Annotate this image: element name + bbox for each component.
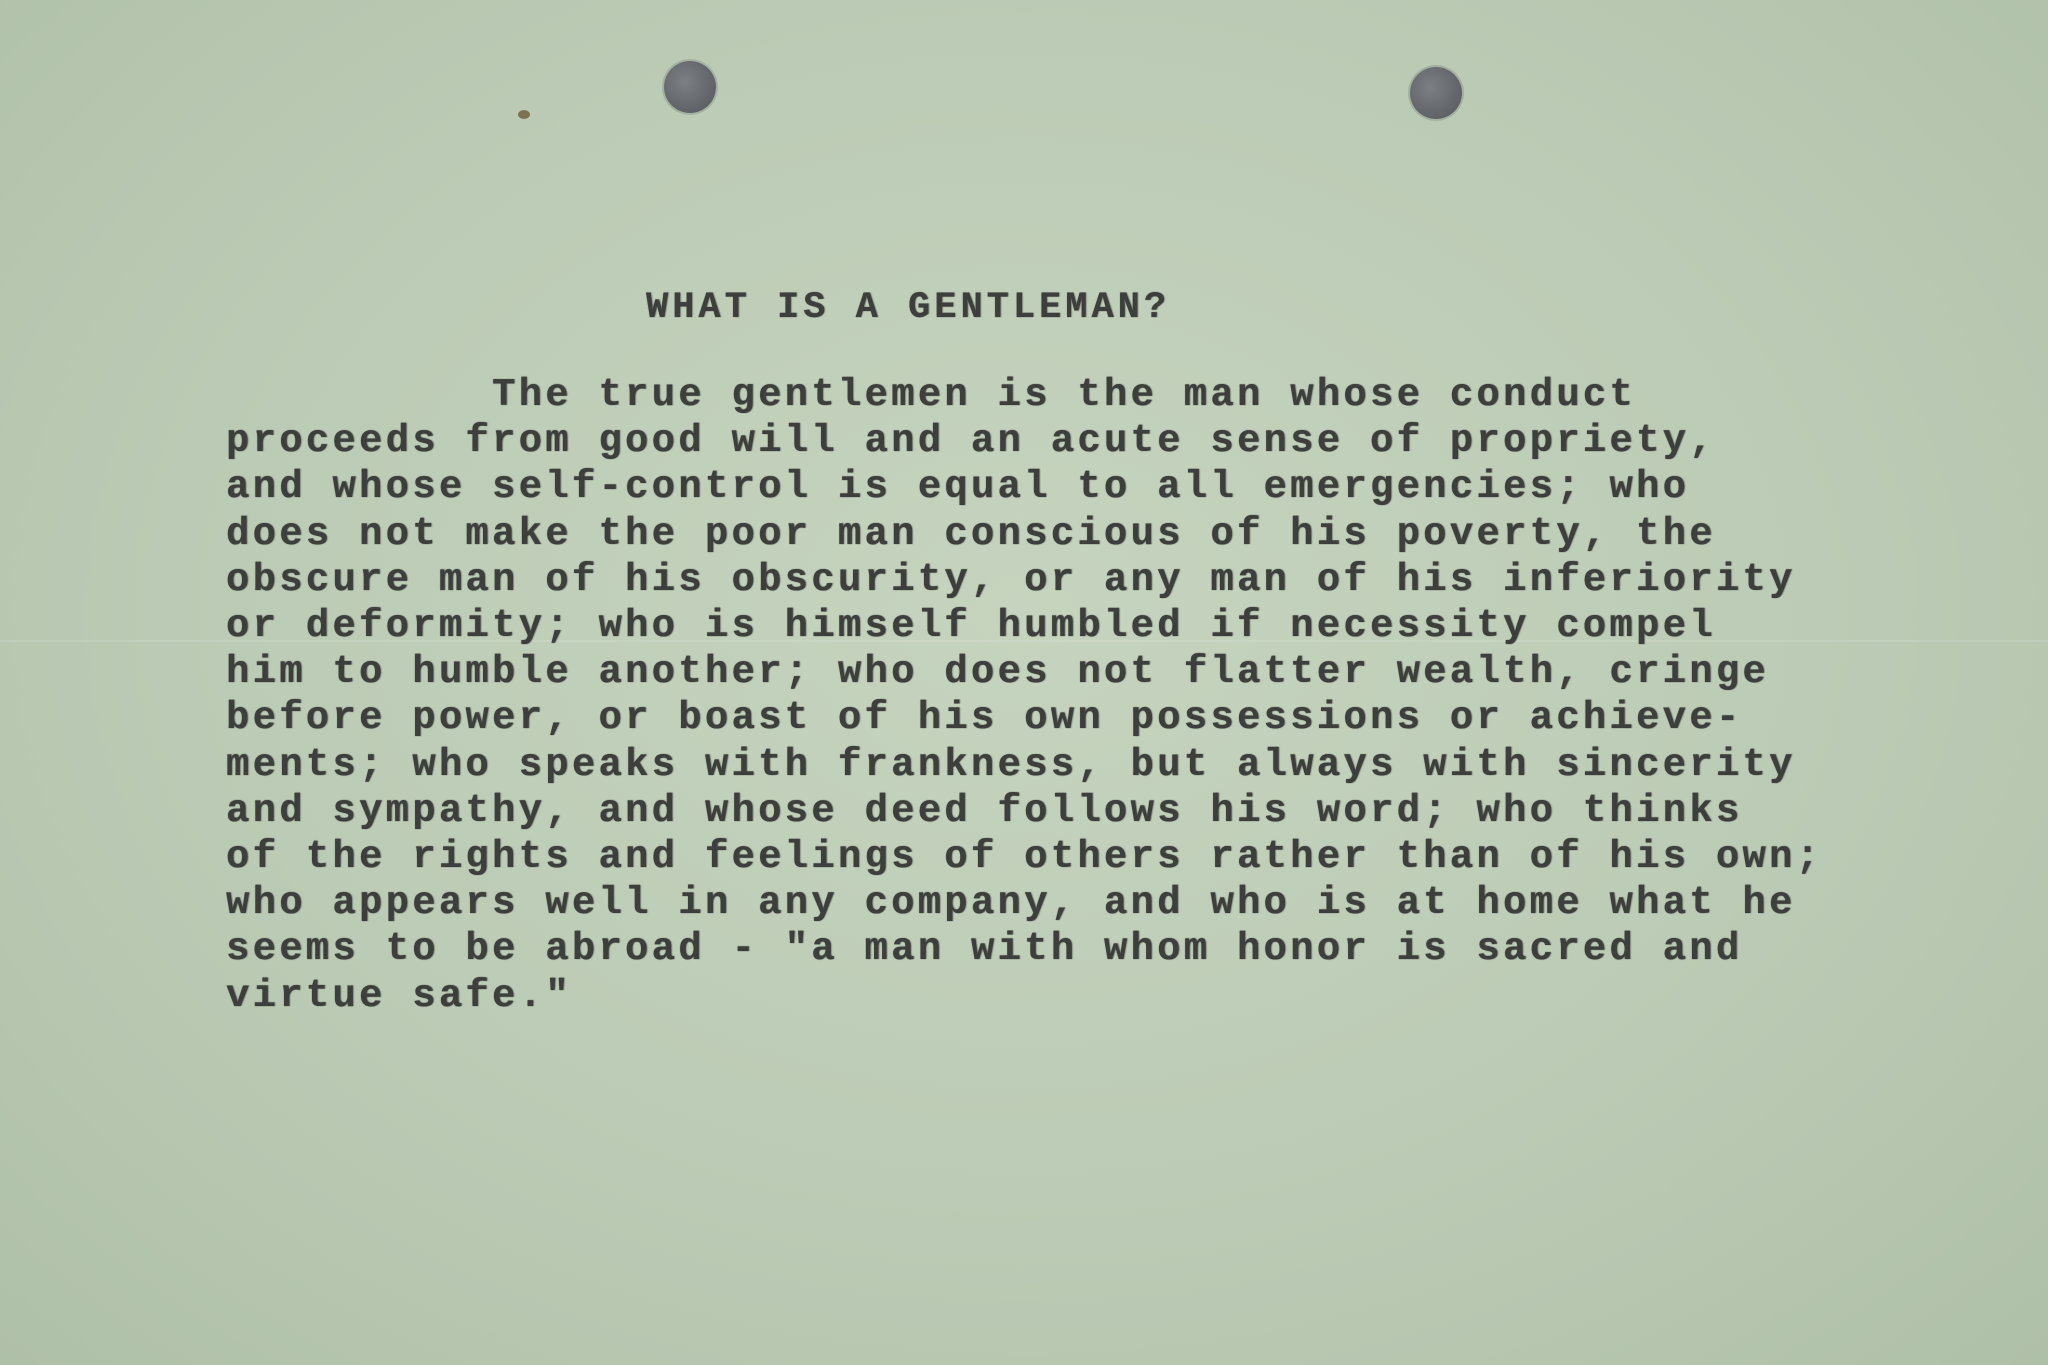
text-line: of the rights and feelings of others rather than of his own; — [226, 835, 1823, 880]
text-line: obscure man of his obscurity, or any man of his inferiority — [226, 557, 1796, 602]
text-line: or deformity; who is himself humbled if necessity compel — [226, 604, 1716, 649]
document-title: WHAT IS A GENTLEMAN? — [646, 287, 1171, 329]
text-line: who appears well in any company, and who is at home what he — [226, 881, 1796, 926]
text-line: proceeds from good will and an acute sense of propriety, — [226, 419, 1716, 464]
punch-hole-left — [664, 61, 716, 113]
text-line: and sympathy, and whose deed follows his word; who thinks — [226, 788, 1743, 833]
text-line: ments; who speaks with frankness, but always with sincerity — [226, 742, 1796, 787]
document-body — [226, 372, 1822, 1019]
text-line: does not make the poor man conscious of his poverty, the — [226, 511, 1716, 556]
text-line: him to humble another; who does not flatter wealth, cringe — [226, 650, 1770, 695]
text-line: before power, or boast of his own possessions or achieve- — [226, 696, 1743, 741]
punch-hole-right — [1410, 67, 1462, 119]
text-line: virtue safe." — [226, 973, 572, 1018]
text-line: seems to be abroad - "a man with whom honor is sacred and — [226, 927, 1743, 972]
text-line: The true gentlemen is the man whose conduct — [226, 373, 1637, 417]
paper-speck — [518, 110, 530, 119]
text-line: and whose self-control is equal to all emergencies; who — [226, 465, 1690, 510]
